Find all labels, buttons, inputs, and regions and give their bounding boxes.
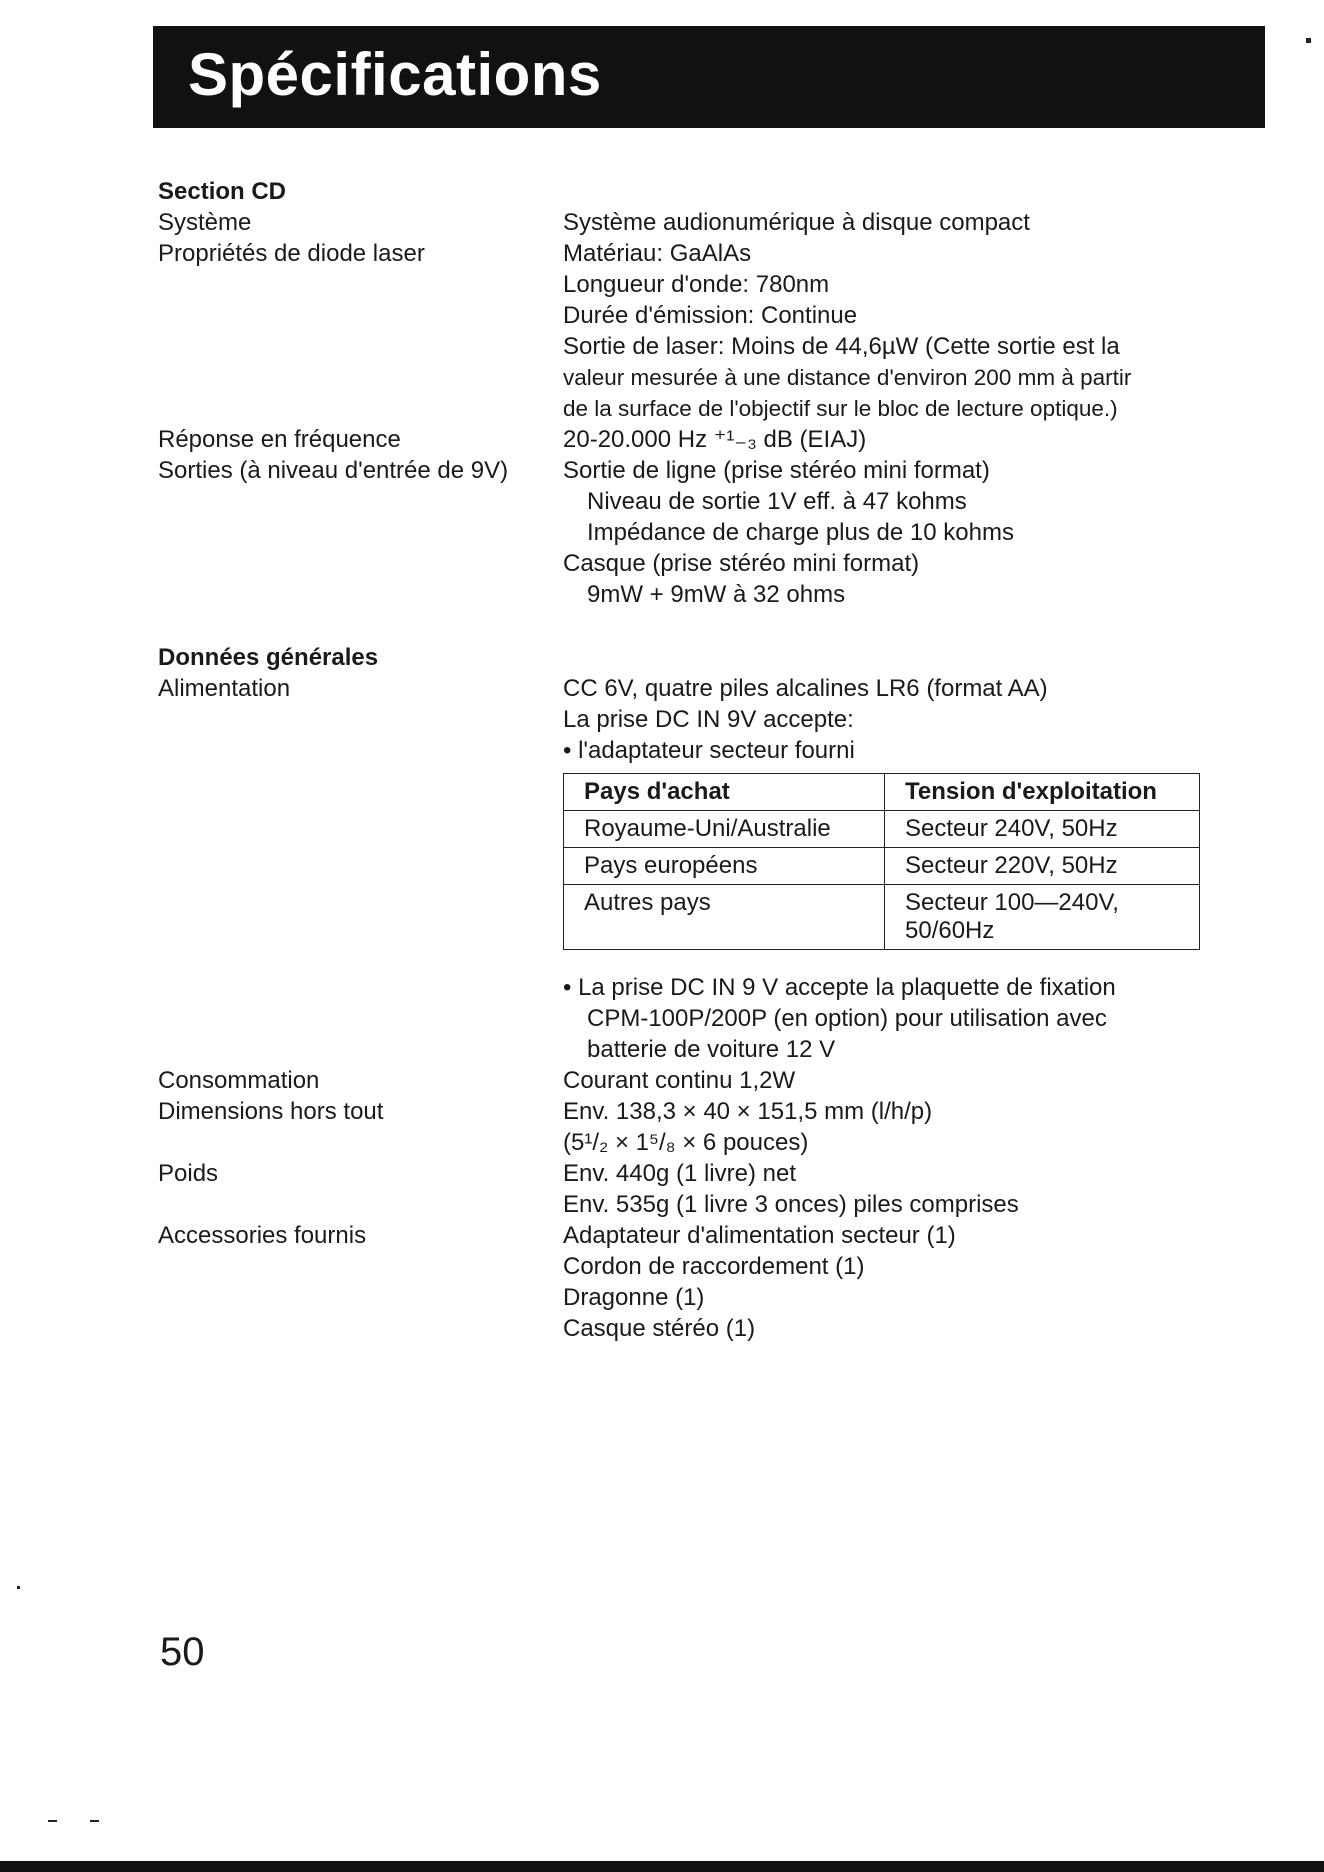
spec-value: Impédance de charge plus de 10 kohms [587,519,1014,546]
spec-value: Cordon de raccordement (1) [563,1253,865,1280]
spec-value: Casque stéréo (1) [563,1315,756,1342]
table-cell: Autres pays [564,885,885,950]
page-title: Spécifications [188,41,602,108]
spec-value: Env. 535g (1 livre 3 onces) piles comprises [563,1191,1019,1218]
spec-label: Dimensions hors tout [158,1098,384,1125]
table-cell-line: 50/60Hz [905,917,995,944]
table-row [564,811,1200,848]
table-row [564,885,1200,950]
scan-mark [1306,38,1311,43]
spec-label: Accessories fournis [158,1222,367,1249]
table-row [564,848,1200,885]
bottom-edge-bar [0,1861,1324,1872]
spec-value: Durée d'émission: Continue [563,302,858,329]
spec-value: de la surface de l'objectif sur le bloc de lecture optique.) [563,396,1118,421]
spec-value: Niveau de sortie 1V eff. à 47 kohms [587,488,967,515]
spec-label: Système [158,209,252,236]
spec-label: Poids [158,1160,219,1187]
spec-value: Casque (prise stéréo mini format) [563,550,920,577]
scan-mark [90,1820,99,1822]
spec-label: Propriétés de diode laser [158,240,425,267]
general-heading: Données générales [158,644,379,671]
note-line: CPM-100P/200P (en option) pour utilisation avec [587,1005,1107,1032]
spec-label: Sorties (à niveau d'entrée de 9V) [158,457,509,484]
spec-value: (5¹/₂ × 1⁵/₈ × 6 pouces) [563,1129,809,1156]
spec-value: Système audionumérique à disque compact [563,209,1030,236]
spec-label: Alimentation [158,675,291,702]
spec-label: Réponse en fréquence [158,426,401,453]
title-bar [153,26,1265,128]
spec-value: Adaptateur d'alimentation secteur (1) [563,1222,956,1249]
table-cell: Secteur 240V, 50Hz [885,811,1200,848]
spec-value: CC 6V, quatre piles alcalines LR6 (format AA) [563,675,1048,702]
spec-value: valeur mesurée à une distance d'environ 200 mm à partir [563,365,1132,390]
spec-value: Sortie de laser: Moins de 44,6µW (Cette sortie est la [563,333,1120,360]
note-line: batterie de voiture 12 V [587,1036,836,1063]
section-cd-heading: Section CD [158,178,287,205]
spec-value: 20-20.000 Hz ⁺¹₋₃ dB (EIAJ) [563,426,867,453]
spec-value: 9mW + 9mW à 32 ohms [587,581,846,608]
spec-label: Consommation [158,1067,320,1094]
spec-value: • l'adaptateur secteur fourni [563,737,855,764]
spec-value: Courant continu 1,2W [563,1067,796,1094]
table-header-row [564,774,1200,811]
scan-mark [48,1820,57,1822]
spec-value: Env. 138,3 × 40 × 151,5 mm (l/h/p) [563,1098,933,1125]
table-cell-line: Secteur 100—240V, [905,889,1119,916]
scan-mark [17,1586,20,1589]
spec-value: Sortie de ligne (prise stéréo mini format) [563,457,990,484]
note-line: • La prise DC IN 9 V accepte la plaquette de fixation [563,974,1116,1001]
table-header-cell: Tension d'exploitation [885,774,1200,811]
table-cell [885,885,1200,950]
table-cell: Secteur 220V, 50Hz [885,848,1200,885]
table-header-cell: Pays d'achat [564,774,885,811]
spec-value: La prise DC IN 9V accepte: [563,706,854,733]
spec-value: Longueur d'onde: 780nm [563,271,830,298]
page-number: 50 [160,1630,205,1674]
spec-value: Dragonne (1) [563,1284,705,1311]
spec-value: Env. 440g (1 livre) net [563,1160,797,1187]
table-cell: Royaume-Uni/Australie [564,811,885,848]
table-cell: Pays européens [564,848,885,885]
spec-value: Matériau: GaAlAs [563,240,752,267]
voltage-table [563,773,1200,950]
